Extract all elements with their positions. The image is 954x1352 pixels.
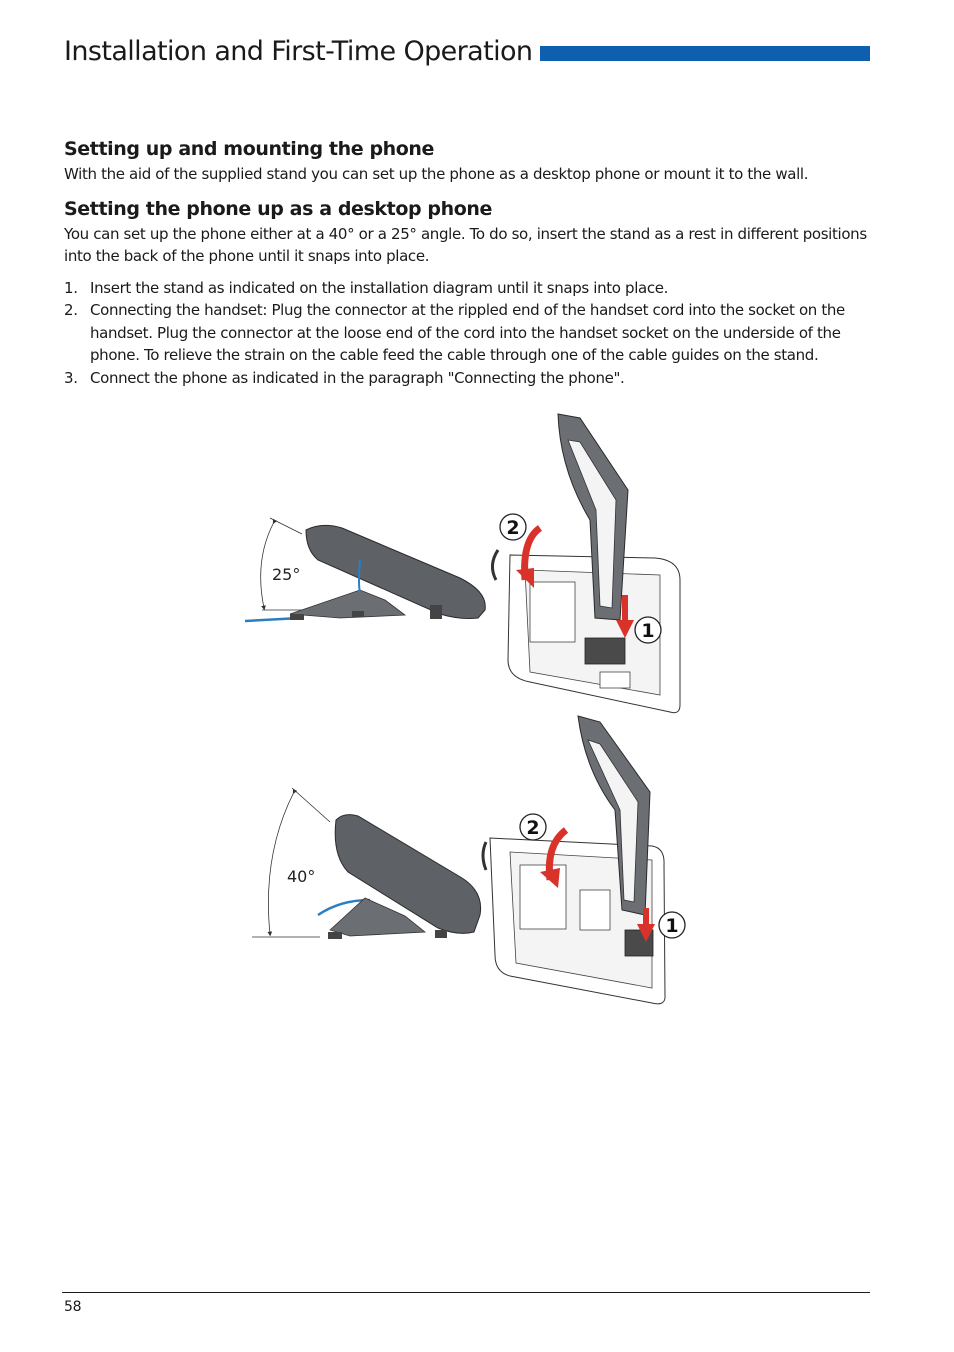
back-view-25 [492, 414, 680, 713]
installation-diagram [240, 410, 700, 1010]
step-text: Connecting the handset: Plug the connector at the rippled end of the handset cord into the socket on the handset. Plug the connector at the loose end of the cord into the handset socket on the underside of the phone. To relieve the strain on the cable feed the cable through one of the cable guides on the stand. [90, 301, 845, 364]
step-number: 3. [64, 368, 78, 387]
angle-label-25: 25° [272, 565, 301, 584]
step-text: Insert the stand as indicated on the installation diagram until it snaps into place. [90, 278, 669, 297]
section-text-desktop: You can set up the phone either at a 40° or a 25° angle. To do so, insert the stand as a rest in different positions into the back of the phone until it snaps into place. [64, 224, 867, 265]
callout-2-label: 2 [506, 517, 520, 539]
angle-label-40: 40° [287, 867, 316, 886]
callout-1-label: 1 [641, 620, 655, 642]
callout-2-label: 2 [526, 817, 540, 839]
callout-1-label: 1 [665, 915, 679, 937]
step-item [64, 299, 872, 367]
side-view-40 [252, 788, 481, 939]
page-content [64, 136, 872, 389]
steps-list [64, 277, 872, 390]
step-number: 1. [64, 278, 78, 297]
section-heading-mounting: Setting up and mounting the phone [64, 138, 435, 160]
side-view-25 [245, 518, 485, 621]
page-header [64, 32, 870, 72]
step-text: Connect the phone as indicated in the paragraph "Connecting the phone". [90, 368, 625, 387]
step-item [64, 367, 872, 390]
installation-diagram-svg [240, 410, 700, 1010]
section-text-mounting: With the aid of the supplied stand you can set up the phone as a desktop phone or mount it to the wall. [64, 165, 809, 183]
back-view-40 [483, 716, 685, 1004]
step-number: 2. [64, 301, 78, 319]
step-item [64, 277, 872, 300]
chapter-title: Installation and First-Time Operation [64, 36, 533, 67]
page-number: 58 [64, 1299, 82, 1315]
header-accent-bar [540, 46, 870, 61]
section-heading-desktop: Setting the phone up as a desktop phone [64, 197, 493, 220]
footer-rule [62, 1292, 870, 1293]
